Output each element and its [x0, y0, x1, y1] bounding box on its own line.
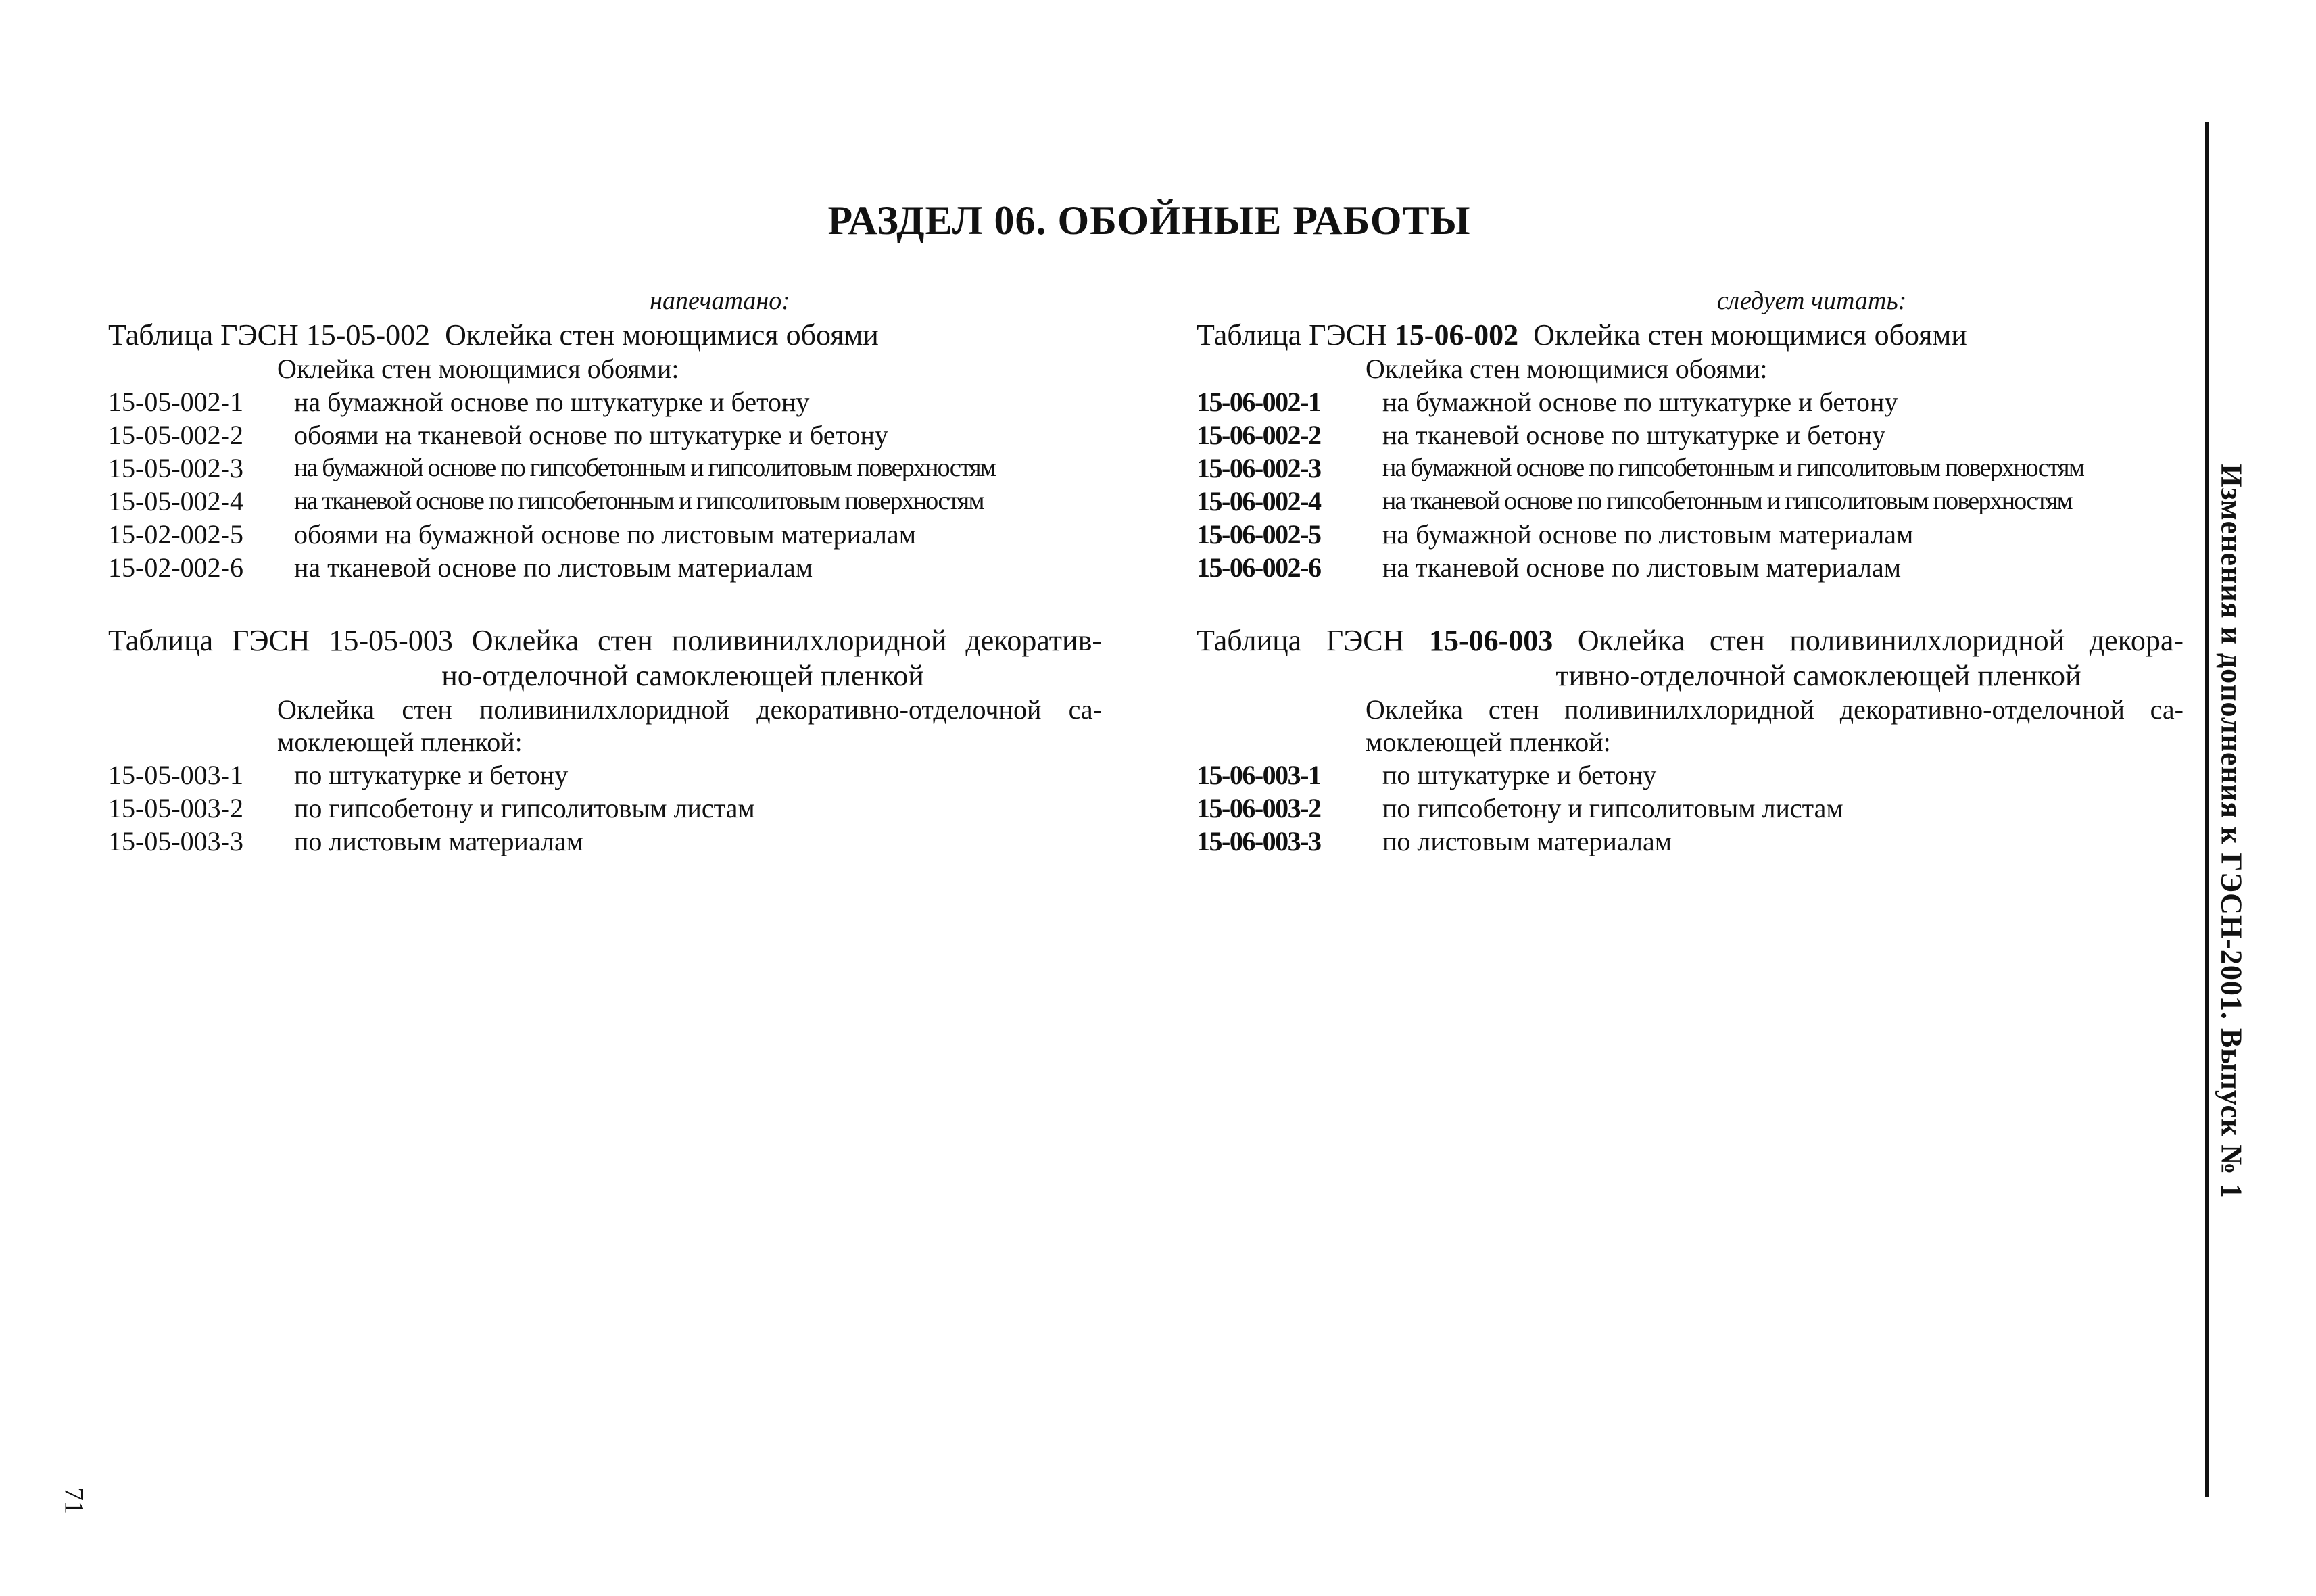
table-row	[108, 518, 1102, 551]
row-desc: по штукатурке и бетону	[294, 760, 569, 790]
table-title	[108, 623, 1102, 658]
row-desc: по гипсобетону и гипсолитовым листам	[294, 793, 755, 823]
row-desc: на бумажной основе по листовым материалам	[1382, 519, 1914, 550]
row-desc: на бумажной основе по гипсобетонным и гипсолитовым поверхностям	[1382, 454, 2084, 482]
row-code: 15-05-003-3	[108, 826, 243, 856]
table-prefix: Таблица ГЭСН	[1197, 624, 1405, 657]
table-title	[108, 318, 1102, 353]
table-rows	[108, 758, 1102, 858]
table-row	[1197, 485, 2184, 518]
row-code: 15-06-002-3	[1197, 453, 1321, 483]
table-row	[108, 485, 1102, 518]
table-code: 15-06-002	[1394, 318, 1519, 352]
row-code: 15-06-002-6	[1197, 552, 1321, 583]
page-number-text: 71	[59, 1487, 90, 1514]
row-desc: на бумажной основе по штукатурке и бетону	[1382, 387, 1898, 417]
table-row	[108, 792, 1102, 825]
corrected-column	[1197, 284, 2184, 858]
table-row	[1197, 551, 2184, 584]
table-subhead-line1: Оклейка стен поливинилхлоридной декоративно-отделочной са-	[277, 694, 1102, 725]
table-row	[1197, 452, 2184, 485]
table-name-line1: Оклейка стен поливинилхлоридной декоратив-	[471, 624, 1102, 657]
table-title	[1197, 623, 2184, 658]
page-title: РАЗДЕЛ 06. ОБОЙНЫЕ РАБОТЫ	[827, 198, 1471, 243]
table-title	[1197, 318, 2184, 353]
row-code: 15-06-003-2	[1197, 793, 1321, 823]
table-prefix: Таблица ГЭСН	[108, 318, 299, 352]
table-row	[108, 758, 1102, 792]
row-desc: на тканевой основе по гипсобетонным и гипсолитовым поверхностям	[294, 487, 984, 515]
row-code: 15-02-002-6	[108, 552, 243, 583]
table-row	[108, 825, 1102, 858]
table-subhead-line2: моклеющей пленкой:	[1366, 727, 1611, 757]
row-code: 15-02-002-5	[108, 519, 243, 550]
table-row	[1197, 518, 2184, 551]
row-desc: обоями на бумажной основе по листовым материалам	[294, 519, 917, 550]
table-code: 15-06-003	[1428, 624, 1553, 657]
row-code: 15-05-002-3	[108, 453, 243, 483]
row-code: 15-05-003-2	[108, 793, 243, 823]
row-desc: на тканевой основе по листовым материалам	[294, 552, 813, 583]
table-row	[1197, 758, 2184, 792]
table-name-line2: тивно-отделочной самоклеющей пленкой	[1555, 659, 2081, 692]
table-subhead: Оклейка стен моющимися обоями:	[1366, 354, 1768, 384]
table-row	[1197, 418, 2184, 452]
row-code: 15-06-002-5	[1197, 519, 1321, 550]
row-code: 15-06-003-3	[1197, 826, 1321, 856]
row-code: 15-05-002-2	[108, 420, 243, 450]
row-desc: на тканевой основе по листовым материалам	[1382, 552, 1902, 583]
column-heading: следует читать:	[1716, 287, 1907, 315]
row-code: 15-06-002-1	[1197, 387, 1321, 417]
table-row	[1197, 792, 2184, 825]
side-caption-text: Изменения и дополнения к ГЭСН-2001. Выпуск № 1	[2215, 464, 2248, 1199]
row-desc: по листовым материалам	[294, 826, 584, 856]
table-subhead: Оклейка стен моющимися обоями:	[277, 354, 679, 384]
table-rows	[108, 385, 1102, 584]
row-code: 15-06-003-1	[1197, 760, 1321, 790]
row-code: 15-06-002-4	[1197, 486, 1321, 516]
column-heading: напечатано:	[650, 287, 790, 315]
table-code: 15-05-003	[329, 624, 453, 657]
table-rows	[1197, 758, 2184, 858]
table-name: Оклейка стен моющимися обоями	[445, 318, 879, 352]
table-rows	[1197, 385, 2184, 584]
row-code: 15-05-002-4	[108, 486, 243, 516]
table-row	[108, 551, 1102, 584]
row-desc: по штукатурке и бетону	[1382, 760, 1657, 790]
row-desc: на тканевой основе по гипсобетонным и гипсолитовым поверхностям	[1382, 487, 2072, 515]
row-desc: обоями на тканевой основе по штукатурке и бетону	[294, 420, 888, 450]
side-rule	[2205, 122, 2209, 1497]
table-prefix: Таблица ГЭСН	[1197, 318, 1387, 352]
table-row	[108, 385, 1102, 418]
row-desc: по гипсобетону и гипсолитовым листам	[1382, 793, 1843, 823]
table-name-line2: но-отделочной самоклеющей пленкой	[441, 659, 924, 692]
table-row	[108, 418, 1102, 452]
table-prefix: Таблица ГЭСН	[108, 624, 310, 657]
table-row	[1197, 385, 2184, 418]
table-code: 15-05-002	[306, 318, 431, 352]
row-code: 15-05-002-1	[108, 387, 243, 417]
row-code: 15-05-003-1	[108, 760, 243, 790]
printed-column	[108, 284, 1102, 858]
table-subhead-line1: Оклейка стен поливинилхлоридной декоративно-отделочной са-	[1366, 694, 2184, 725]
table-name-line1: Оклейка стен поливинилхлоридной декора-	[1577, 624, 2184, 657]
row-desc: на тканевой основе по штукатурке и бетону	[1382, 420, 1886, 450]
table-row	[108, 452, 1102, 485]
table-name: Оклейка стен моющимися обоями	[1533, 318, 1967, 352]
table-subhead-line2: моклеющей пленкой:	[277, 727, 523, 757]
row-code: 15-06-002-2	[1197, 420, 1321, 450]
table-row	[1197, 825, 2184, 858]
row-desc: на бумажной основе по гипсобетонным и гипсолитовым поверхностям	[294, 454, 996, 482]
row-desc: на бумажной основе по штукатурке и бетону	[294, 387, 810, 417]
row-desc: по листовым материалам	[1382, 826, 1672, 856]
page-number	[47, 1480, 101, 1521]
